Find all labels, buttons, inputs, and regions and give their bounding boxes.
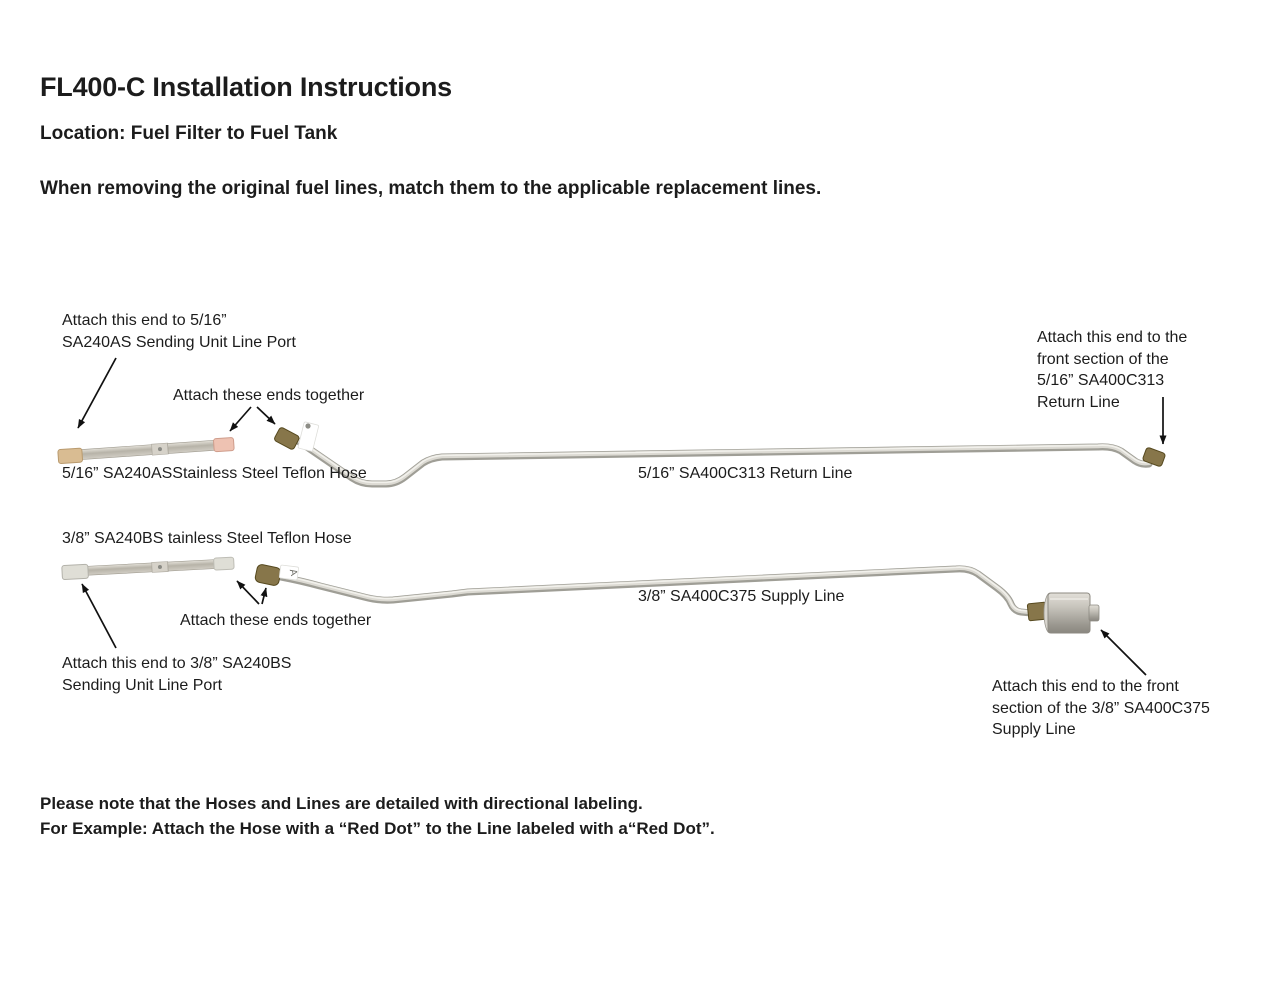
note-line: For Example: Attach the Hose with a “Red Dot” to the Line labeled with a“Red Dot”. [40,818,715,838]
annotation-line: 5/16” SA400C313 [1037,372,1165,389]
hose-braid-segment [168,560,214,571]
annotation-line: Attach this end to the [1037,329,1188,346]
arrow-to-hose-516-front [78,358,116,428]
pink-end-fitting [213,437,234,451]
note-line: Please note that the Hoses and Lines are detailed with directional labeling. [40,794,643,813]
annotation-line: Attach this end to the front [992,678,1179,695]
label-supply-line-38: 3/8” SA400C375 Supply Line [638,588,845,605]
filter-outlet-port [1089,605,1099,621]
arrow-to-filter-port [1101,630,1146,675]
label-return-line-516: 5/16” SA400C313 Return Line [638,465,853,482]
hose-braid-segment [80,445,153,460]
arrow-to-hose-516-rear [230,407,251,431]
annotation-line: section of the 3/8” SA400C375 [992,699,1210,717]
brass-fitting-supply-front [254,564,281,587]
teflon-hose-38 [62,557,234,580]
annotation-sending-unit-38 [62,653,291,697]
hose-braid-segment [86,563,152,575]
silver-end-fitting [214,557,235,570]
label-hose-516: 5/16” SA240ASStainless Steel Teflon Hose [62,465,367,482]
silver-end-fitting [62,564,89,579]
fuel-filter [1027,593,1099,633]
hose-braid-segment [168,440,217,453]
arrow-to-supply-line-front [262,588,266,604]
annotation-attach-ends-bottom: Attach these ends together [180,612,372,629]
tan-end-fitting [58,448,83,464]
annotation-front-section-38 [992,676,1210,741]
annotation-line: SA240AS Sending Unit Line Port [62,334,296,351]
tag-letter: A [286,568,299,577]
page-title: FL400-C Installation Instructions [40,72,452,102]
arrow-to-hose-38-rear [237,581,259,604]
annotation-front-section-516 [1037,327,1187,413]
annotation-line: Supply Line [992,721,1076,738]
location-subtitle: Location: Fuel Filter to Fuel Tank [40,123,338,144]
annotation-line: Sending Unit Line Port [62,677,223,694]
brass-fitting-return-front [274,427,300,451]
annotation-attach-ends-top: Attach these ends together [173,387,365,404]
instruction-text: When removing the original fuel lines, match them to the applicable replacement lines. [40,178,822,199]
teflon-hose-516 [58,437,235,463]
directional-labeling-note [40,792,715,841]
annotation-line: Return Line [1037,393,1120,411]
arrow-to-return-line-front [257,407,275,424]
arrow-to-hose-38-front [82,584,116,648]
annotation-line: front section of the [1037,350,1169,368]
tag-marker [305,423,310,428]
label-hose-38: 3/8” SA240BS tainless Steel Teflon Hose [62,530,352,547]
annotation-line: Attach this end to 5/16” [62,312,227,329]
annotation-sending-unit-516 [62,310,296,354]
annotation-line: Attach this end to 3/8” SA240BS [62,655,292,672]
